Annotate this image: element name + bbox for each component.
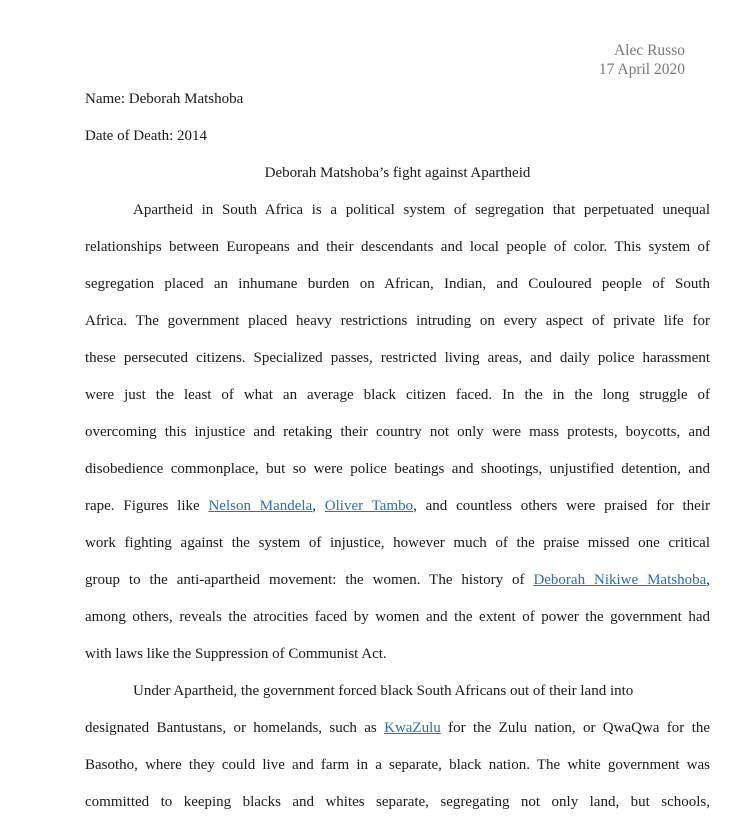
paragraph-1-line-7: overcoming this injustice and retaking their country not only were mass protests, boycotts, and bbox=[85, 424, 710, 440]
paragraph-1-line-12: among others, reveals the atrocities faced by women and the extent of power the government had bbox=[85, 609, 710, 625]
document-header bbox=[599, 41, 685, 79]
paragraph-1-line-9 bbox=[85, 495, 710, 532]
paragraph-1-line-2: relationships between Europeans and their descendants and local people of color. This system of bbox=[85, 239, 710, 255]
line-text: designated Bantustans, or homelands, such as bbox=[85, 720, 385, 736]
paragraph-1-line-3: segregation placed an inhumane burden on African, Indian, and Couloured people of South bbox=[85, 276, 710, 292]
line-text: group to the anti-apartheid movement: the women. The history of bbox=[85, 572, 534, 588]
line-text: , bbox=[312, 498, 325, 514]
essay-title: Deborah Matshoba’s fight against Apartheid bbox=[264, 165, 531, 181]
paragraph-2-line-1: Under Apartheid, the government forced black South Africans out of their land into bbox=[133, 683, 634, 699]
line-text: , and countless others were praised for their bbox=[413, 498, 711, 514]
nelson-mandela-link[interactable]: Nelson Mandela bbox=[208, 498, 313, 514]
paragraph-2-line-2 bbox=[85, 717, 710, 754]
line-text: rape. Figures like bbox=[85, 498, 209, 514]
paragraph-1-line-5: these persecuted citizens. Specialized passes, restricted living areas, and daily police harassment bbox=[85, 350, 710, 366]
line-text: , bbox=[706, 572, 710, 588]
date-of-death-line: Date of Death: 2014 bbox=[85, 128, 208, 144]
paragraph-1-line-1: Apartheid in South Africa is a political system of segregation that perpetuated unequal bbox=[133, 202, 710, 218]
paragraph-1-line-10: work fighting against the system of injustice, however much of the praise missed one critical bbox=[85, 535, 710, 551]
oliver-tambo-link[interactable]: Oliver Tambo bbox=[324, 498, 414, 514]
paragraph-2-line-4: committed to keeping blacks and whites separate, segregating not only land, but schools, bbox=[85, 794, 710, 810]
paragraph-1-line-8: disobedience commonplace, but so were police beatings and shootings, unjustified detention, and bbox=[85, 461, 710, 477]
paragraph-2-line-3: Basotho, where they could live and farm in a separate, black nation. The white government was bbox=[85, 757, 710, 773]
paragraph-1 bbox=[85, 199, 710, 680]
kwazulu-link[interactable]: KwaZulu bbox=[384, 720, 441, 736]
header-date: 17 April 2020 bbox=[598, 61, 685, 78]
paragraph-1-line-6: were just the least of what an average black citizen faced. In the in the long struggle of bbox=[85, 387, 710, 403]
name-line: Name: Deborah Matshoba bbox=[85, 91, 244, 107]
paragraph-1-line-13: with laws like the Suppression of Communist Act. bbox=[85, 646, 387, 662]
paragraph-1-line-11 bbox=[85, 569, 710, 606]
paragraph-2 bbox=[85, 680, 710, 828]
line-text: for the Zulu nation, or QwaQwa for the bbox=[440, 720, 710, 736]
document-body bbox=[85, 88, 710, 828]
paragraph-1-line-4: Africa. The government placed heavy restrictions intruding on every aspect of private life for bbox=[85, 313, 710, 329]
deborah-matshoba-link[interactable]: Deborah Nikiwe Matshoba bbox=[533, 572, 707, 588]
author-name: Alec Russo bbox=[613, 42, 685, 59]
